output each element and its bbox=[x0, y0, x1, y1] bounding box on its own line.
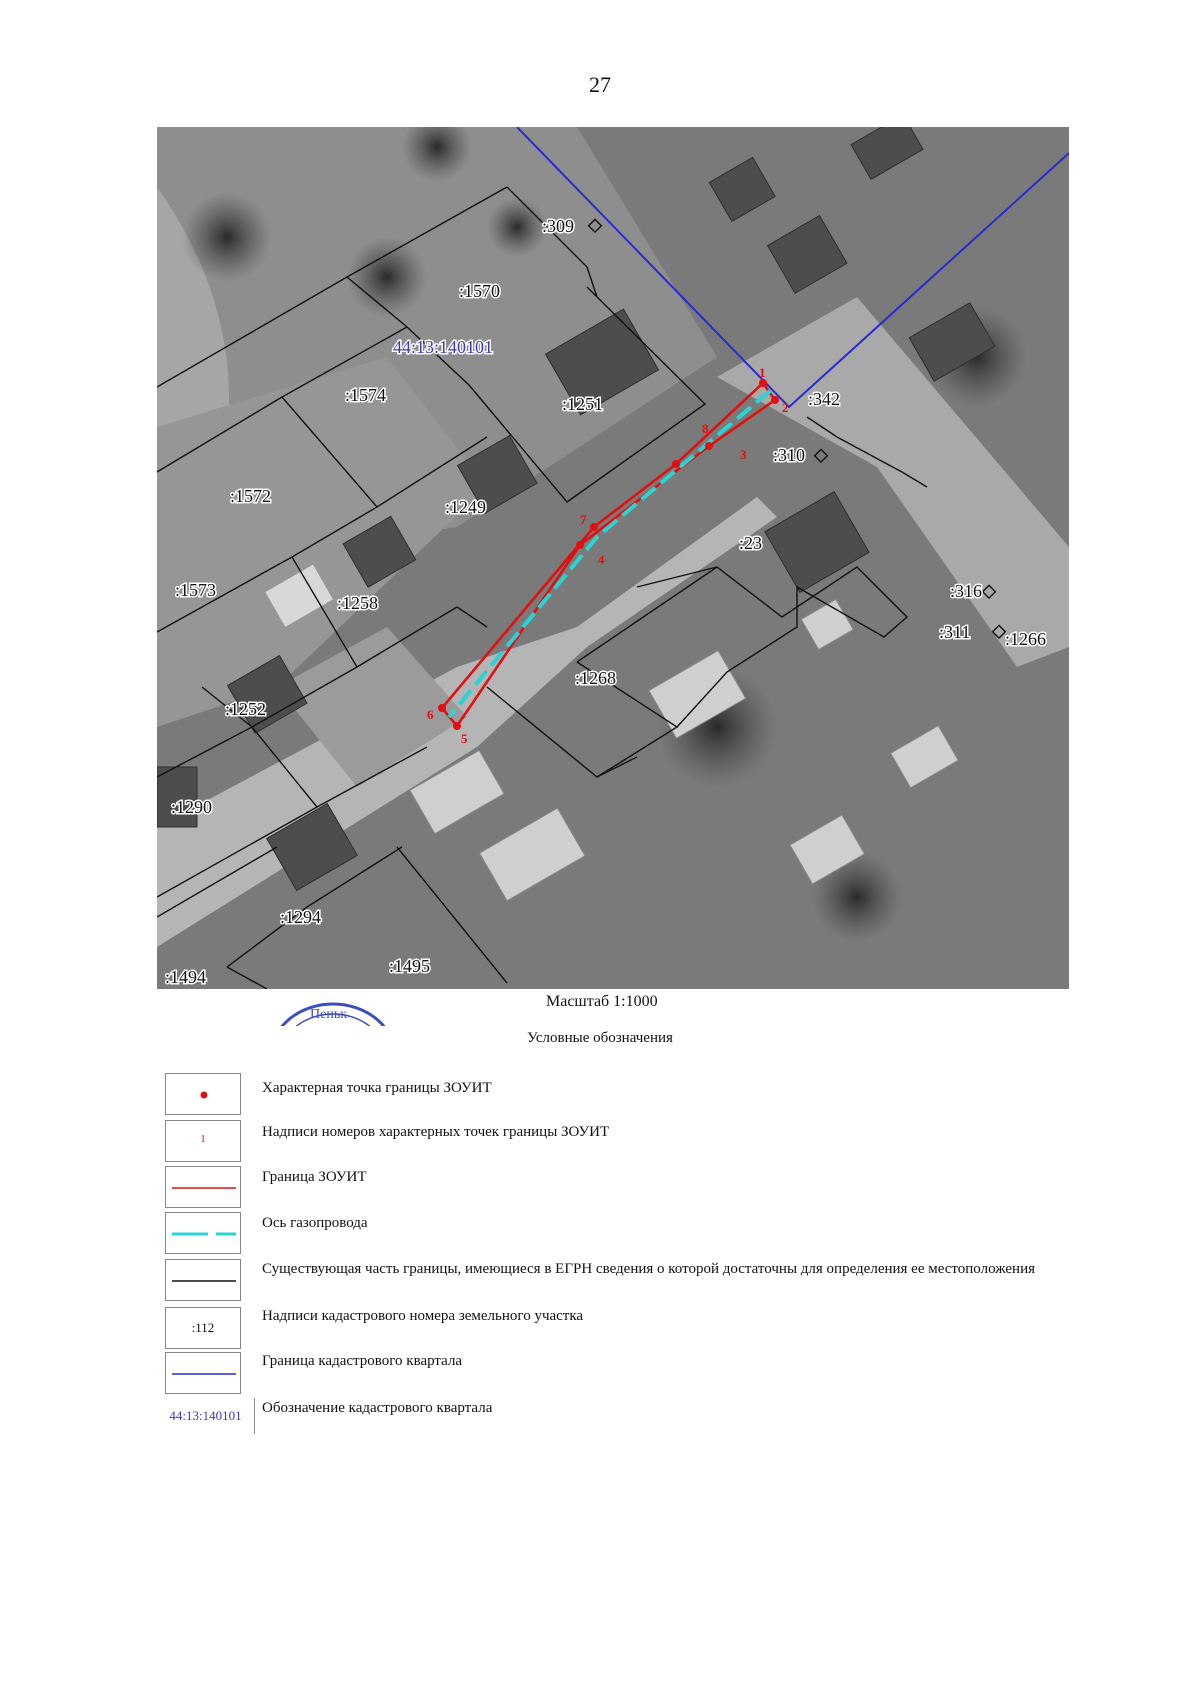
stamp-fragment bbox=[268, 996, 398, 1026]
point-label: 8 bbox=[702, 421, 709, 436]
parcel-label: :1572 bbox=[230, 486, 272, 506]
point-label: 6 bbox=[427, 707, 434, 722]
parcel-label: :1258 bbox=[337, 593, 379, 613]
legend-text: Граница ЗОУИТ bbox=[262, 1169, 367, 1185]
parcel-label: :342 bbox=[808, 389, 841, 409]
legend-text: Обозначение кадастрового квартала bbox=[262, 1400, 493, 1416]
zouit-point bbox=[453, 722, 461, 730]
zouit-point bbox=[705, 442, 713, 450]
cadastral-map[interactable] bbox=[157, 127, 1069, 989]
legend-title: Условные обозначения bbox=[527, 1030, 673, 1046]
legend-sample bbox=[165, 1212, 241, 1254]
parcel-label: :1494 bbox=[165, 967, 207, 987]
legend-sample bbox=[165, 1259, 241, 1301]
parcel-label: :1574 bbox=[345, 385, 387, 405]
legend-sample-text: :112 bbox=[191, 1320, 215, 1335]
legend-sample bbox=[165, 1166, 241, 1208]
zouit-point bbox=[771, 396, 779, 404]
parcel-label: :1252 bbox=[225, 699, 267, 719]
parcel-label: :1251 bbox=[562, 394, 604, 414]
stamp-text: Пеньк bbox=[310, 1007, 348, 1022]
legend-text: Надписи кадастрового номера земельного участка bbox=[262, 1308, 584, 1324]
legend-sample-text: 1 bbox=[200, 1133, 206, 1145]
legend-text: Ось газопровода bbox=[262, 1215, 368, 1231]
zouit-point bbox=[576, 541, 584, 549]
zouit-point bbox=[672, 460, 680, 468]
point-label: 3 bbox=[740, 447, 747, 462]
map-canvas bbox=[157, 127, 1069, 989]
legend-sample bbox=[165, 1120, 241, 1162]
point-label: 7 bbox=[580, 512, 587, 527]
parcel-label: :1266 bbox=[1005, 629, 1047, 649]
zouit-point bbox=[590, 523, 598, 531]
red-dot-icon bbox=[201, 1092, 208, 1099]
parcel-label: :1294 bbox=[280, 907, 322, 927]
legend-sample bbox=[165, 1073, 241, 1115]
legend-text: Существующая часть границы, имеющиеся в ЕГРН сведения о которой достаточны для определения ее местоположения bbox=[262, 1261, 1035, 1277]
legend-text: Надписи номеров характерных точек границы ЗОУИТ bbox=[262, 1124, 610, 1140]
parcel-label: :311 bbox=[939, 622, 971, 642]
zouit-point bbox=[759, 379, 767, 387]
legend-text: Граница кадастрового квартала bbox=[262, 1353, 463, 1369]
parcel-label: :23 bbox=[739, 533, 763, 553]
quarter-label: 44:13:140101 bbox=[393, 337, 494, 357]
parcel-label: :1495 bbox=[389, 956, 431, 976]
point-label: 5 bbox=[461, 731, 468, 746]
legend-sample bbox=[165, 1352, 241, 1394]
map-scale: Масштаб 1:1000 bbox=[546, 993, 658, 1010]
parcel-label: :1573 bbox=[175, 580, 217, 600]
page-number: 27 bbox=[589, 72, 611, 97]
parcel-label: :309 bbox=[542, 216, 575, 236]
parcel-label: :1570 bbox=[459, 281, 501, 301]
parcel-label: :1249 bbox=[445, 497, 487, 517]
parcel-label: :316 bbox=[950, 581, 983, 601]
parcel-label: :310 bbox=[773, 445, 806, 465]
parcel-label: :1290 bbox=[171, 797, 213, 817]
point-label: 4 bbox=[598, 552, 605, 567]
legend-sample-text: 44:13:140101 bbox=[157, 1398, 255, 1434]
point-label: 1 bbox=[759, 365, 766, 380]
legend-sample bbox=[165, 1307, 241, 1349]
parcel-label: :1268 bbox=[575, 668, 617, 688]
zouit-point bbox=[438, 704, 446, 712]
legend-text: Характерная точка границы ЗОУИТ bbox=[262, 1080, 492, 1096]
point-label: 2 bbox=[782, 400, 789, 415]
